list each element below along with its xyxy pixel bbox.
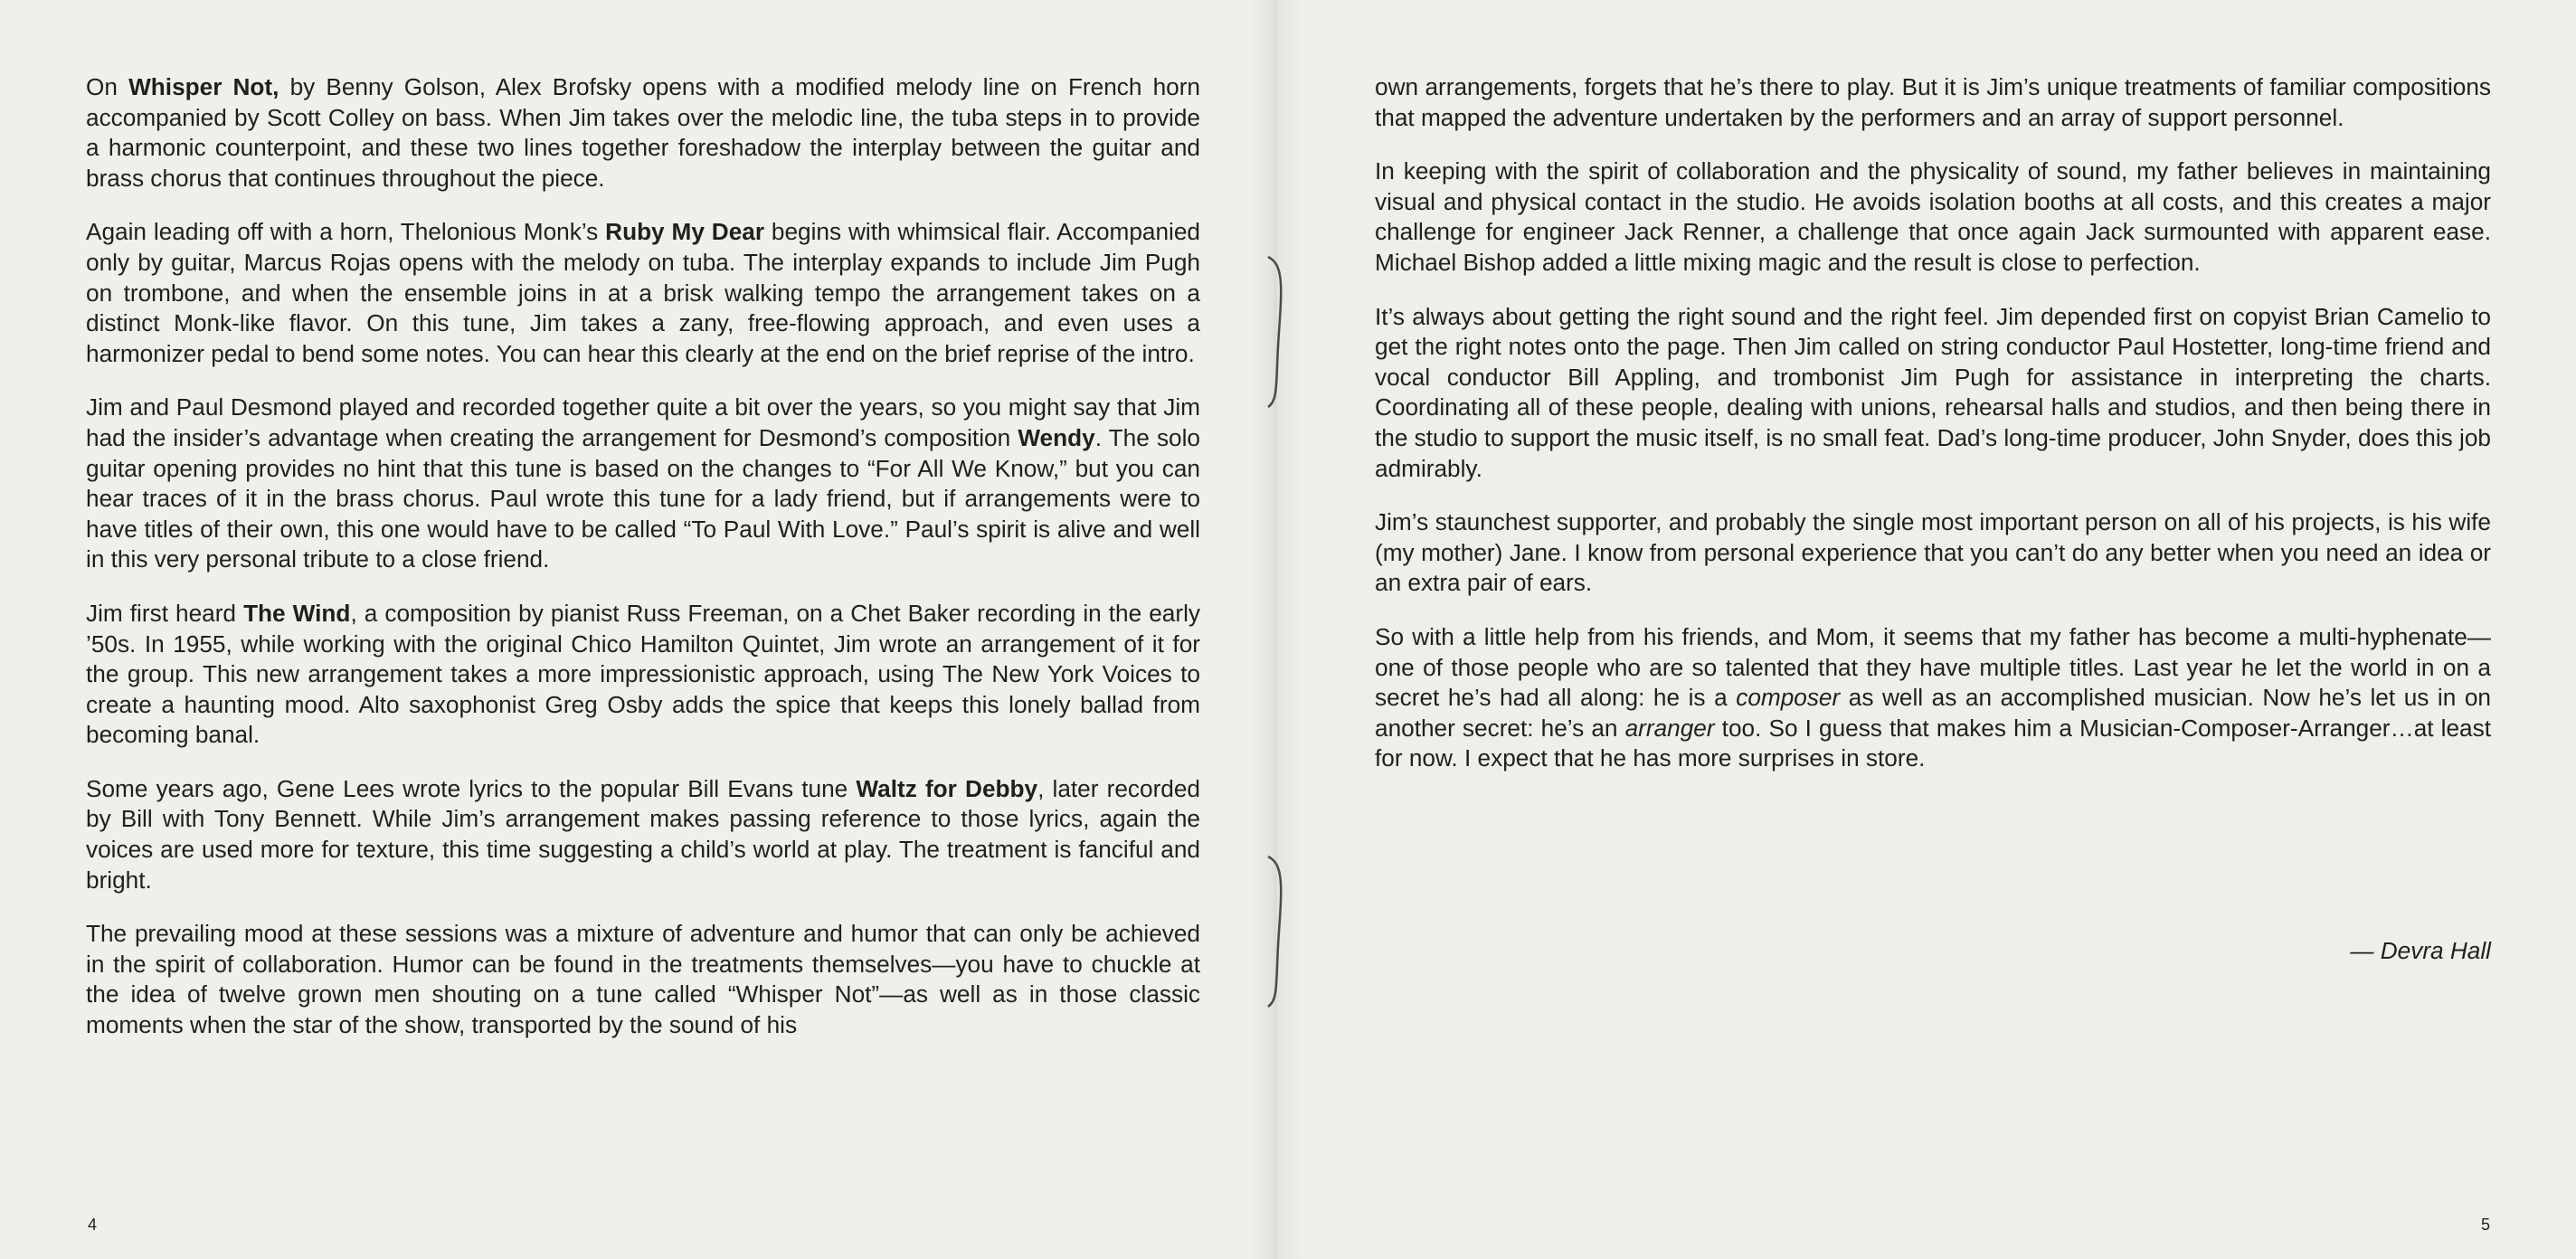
body-paragraph [86,72,1200,194]
emphasis-text: composer [1736,684,1841,712]
emphasis-text: arranger [1624,714,1715,742]
paragraph-text: begins with whimsical flair. Accompanied only by guitar, Marcus Rojas opens with the melody on tuba. The interplay expands to include Jim Pugh on trombone, and when the ensemble joins in at a brisk walking tempo the arrangement takes on a distinct Monk-like flavor. On this tune, Jim takes a zany, free-flowing approach, and even uses a harmonizer pedal to bend some notes. You can hear this clearly at the end on the brief reprise of the intro. [86,218,1200,367]
tray-tab-bracket-top [1264,255,1292,409]
tray-tab-bracket-bottom [1264,855,1292,1008]
author-signature: — Devra Hall [2350,937,2491,964]
left-page-number: 4 [88,1216,98,1234]
tune-title: Waltz for Debby [856,774,1038,802]
paragraph-text: . The solo guitar opening provides no hint that this tune is based on the changes to “For All We Know,” but you can hear traces of it in the brass chorus. Paul wrote this tune for a lady friend, but if arrangements were to have titles of their own, this one would have to be called “To Paul With Love.” Paul’s spirit is alive and well in this very personal tribute to a close friend. [86,423,1200,573]
body-paragraph [86,393,1200,575]
paragraph-text: Some years ago, Gene Lees wrote lyrics to the popular Bill Evans tune [86,774,857,802]
tune-title: Whisper Not, [128,73,279,100]
paragraph-text: In keeping with the spirit of collaboration and the physicality of sound, my father believes in maintaining visual and physical contact in the studio. He avoids isolation booths at all costs, and this creates a major challenge for engineer Jack Renner, a challenge that once again Jack surmounted with apparent ease. Michael Bishop added a little mixing magic and the result is close to perfection. [1375,157,2491,276]
paragraph-text: , a composition by pianist Russ Freeman, on a Chet Baker recording in the early ’50s. In 1955, while working with the original Chico Hamilton Quintet, Jim wrote an arrangement of it for the group. This new arrangement takes a more impressionistic approach, using The New York Voices to create a haunting mood. Alto saxophonist Greg Osby adds the spice that keeps this lonely ballad from becoming banal. [86,599,1200,749]
paragraph-text: , later recorded by Bill with Tony Bennett. While Jim’s arrangement makes passing reference to those lyrics, again the voices are used more for texture, this time suggesting a child’s world at play. The treatment is fanciful and bright. [86,774,1200,894]
left-page [0,0,1275,1259]
tune-title: The Wind [243,599,351,627]
paragraph-text: So with a little help from his friends, and Mom, it seems that my father has become a multi-hyphenate—one of those people who are so talented that they have multiple titles. Last year he let the world in on a secret he’s had all along: he is a [1375,622,2491,712]
paragraph-text: Jim’s staunchest supporter, and probably the single most important person on all of his projects, is his wife (my mother) Jane. I know from personal experience that you can’t do any better when you need an idea or an extra pair of ears. [1375,508,2491,597]
paragraph-text: as well as an accomplished musician. Now he’s let us in on another secret: he’s an [1375,684,2491,742]
paragraph-text: too. So I guess that makes him a Musician-Composer-Arranger…at least for now. I expect that he has more surprises in store. [1375,714,2491,772]
right-page-text-column [1375,72,2491,798]
body-paragraph [1375,302,2491,485]
body-paragraph [86,774,1200,895]
right-page-number: 5 [2481,1216,2491,1234]
paragraph-text: Jim and Paul Desmond played and recorded together quite a bit over the years, so you might say that Jim had the insider’s advantage when creating the arrangement for Desmond’s composition [86,393,1200,451]
body-paragraph [86,599,1200,751]
paragraph-text: Again leading off with a horn, Thelonious Monk’s [86,218,606,246]
body-paragraph [1375,72,2491,133]
body-paragraph [86,217,1200,369]
book-gutter-fold [1248,0,1302,1259]
paragraph-text: own arrangements, forgets that he’s there to play. But it is Jim’s unique treatments of familiar compositions that mapped the adventure undertaken by the performers and an array of support personnel. [1375,73,2491,131]
paragraph-text: On [86,73,129,100]
body-paragraph [86,919,1200,1040]
body-paragraph [1375,156,2491,278]
left-page-text-column [86,72,1200,1065]
paragraph-text: It’s always about getting the right sound and the right feel. Jim depended first on copyist Brian Camelio to get the right notes onto the page. Then Jim called on string conductor Paul Hostetter, long-time friend and vocal conductor Bill Appling, and trombonist Jim Pugh for assistance in interpreting the charts. Coordinating all of these people, dealing with unions, rehearsal halls and studios, and then being there in the studio to support the music itself, is no small feat. Dad’s long-time producer, John Snyder, does this job admirably. [1375,302,2491,482]
paragraph-text: The prevailing mood at these sessions was a mixture of adventure and humor that can only be achieved in the spirit of collaboration. Humor can be found in the treatments themselves—you have to chuckle at the idea of twelve grown men shouting on a tune called “Whisper Not”—as well as in those classic moments when the star of the show, transported by the sound of his [86,920,1200,1039]
body-paragraph [1375,622,2491,774]
tune-title: Wendy [1018,423,1095,451]
paragraph-text: by Benny Golson, Alex Brofsky opens with a modified melody line on French horn accompanied by Scott Colley on bass. When Jim takes over the melodic line, the tuba steps in to provide a harmonic counterpoint, and these two lines together foreshadow the interplay between the guitar and brass chorus that continues throughout the piece. [86,73,1200,192]
paragraph-text: Jim first heard [86,599,244,627]
tune-title: Ruby My Dear [605,218,765,246]
body-paragraph [1375,507,2491,599]
